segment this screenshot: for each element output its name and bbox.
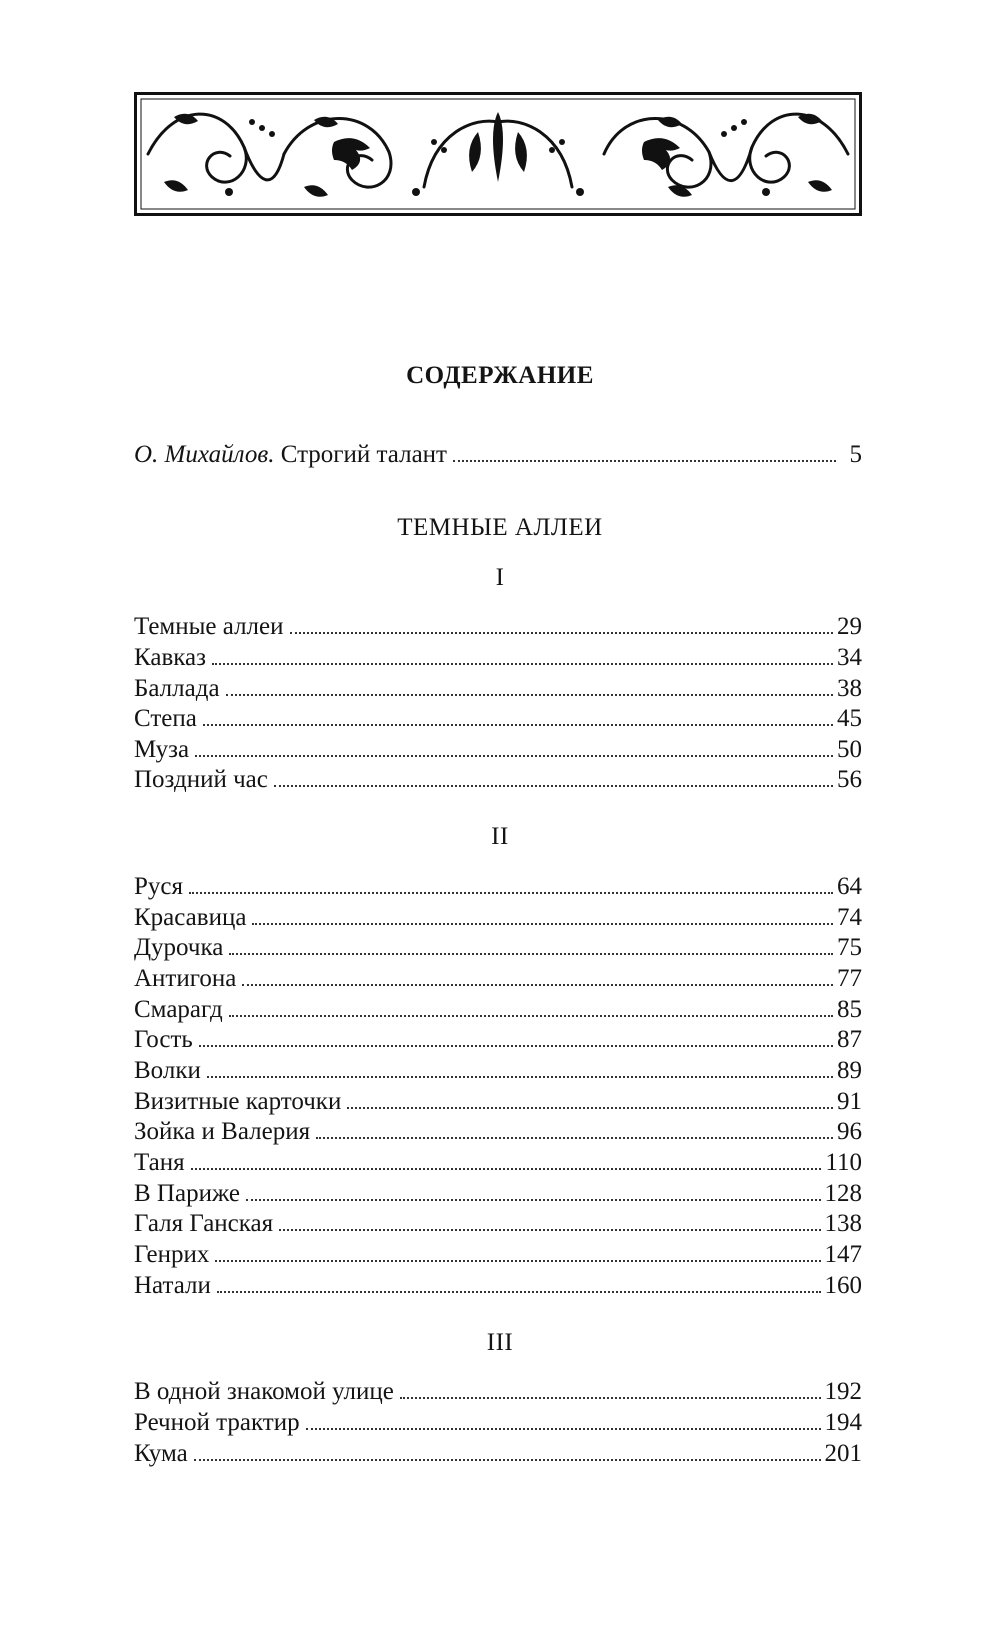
toc-entry-title: Кавказ bbox=[134, 644, 206, 671]
toc-entry[interactable] bbox=[134, 995, 862, 1025]
toc-entry[interactable] bbox=[134, 1209, 862, 1239]
toc-entry[interactable] bbox=[134, 933, 862, 963]
toc-entry[interactable] bbox=[134, 1148, 862, 1178]
toc-entry-page: 87 bbox=[837, 1026, 862, 1053]
toc-entry-page: 192 bbox=[824, 1378, 862, 1405]
dot-leader bbox=[191, 1168, 822, 1170]
toc-entry-page: 91 bbox=[837, 1088, 862, 1115]
dot-leader bbox=[279, 1229, 820, 1231]
toc-entry-title: Генрих bbox=[134, 1241, 210, 1268]
dot-leader bbox=[316, 1137, 833, 1139]
toc-entry[interactable] bbox=[134, 1025, 862, 1055]
ornament-vine-icon bbox=[134, 92, 862, 216]
dot-leader bbox=[290, 632, 834, 634]
toc-entry[interactable] bbox=[134, 1087, 862, 1117]
toc-entry[interactable] bbox=[134, 674, 862, 704]
part-title: ТЕМНЫЕ АЛЛЕИ bbox=[397, 514, 603, 541]
toc-entry-page: 85 bbox=[837, 996, 862, 1023]
toc-entry-title: Таня bbox=[134, 1149, 185, 1176]
section-numeral-3: III bbox=[486, 1329, 514, 1356]
toc-entry[interactable] bbox=[134, 1179, 862, 1209]
dot-leader bbox=[453, 460, 836, 462]
dot-leader bbox=[217, 1291, 821, 1293]
dot-leader bbox=[229, 953, 833, 955]
toc-entry-title: Поздний час bbox=[134, 766, 268, 793]
toc-entry-title: Муза bbox=[134, 736, 190, 763]
toc-entry-title: Руся bbox=[134, 873, 183, 900]
dot-leader bbox=[189, 892, 833, 894]
toc-entry-title: Зойка и Валерия bbox=[134, 1118, 311, 1145]
section-numeral-2: II bbox=[491, 823, 509, 850]
dot-leader bbox=[274, 785, 833, 787]
toc-entry-page: 147 bbox=[824, 1241, 862, 1268]
toc-entry[interactable] bbox=[134, 643, 862, 673]
toc-entry[interactable] bbox=[134, 1271, 862, 1301]
toc-entry-title: Степа bbox=[134, 705, 197, 732]
toc-entry-title: Темные аллеи bbox=[134, 613, 284, 640]
toc-entry-intro[interactable] bbox=[134, 440, 862, 470]
dot-leader bbox=[199, 1045, 833, 1047]
toc-entry-title: Волки bbox=[134, 1057, 201, 1084]
dot-leader bbox=[212, 663, 833, 665]
toc-entry[interactable] bbox=[134, 1056, 862, 1086]
dot-leader bbox=[215, 1260, 820, 1262]
toc-entry-title: Антигона bbox=[134, 965, 237, 992]
dot-leader bbox=[306, 1428, 821, 1430]
toc-entry-title: Галя Ганская bbox=[134, 1210, 274, 1237]
toc-entry[interactable] bbox=[134, 765, 862, 795]
toc-entry-title: В одной знакомой улице bbox=[134, 1378, 394, 1405]
dot-leader bbox=[252, 923, 833, 925]
toc-entry-page: 89 bbox=[837, 1057, 862, 1084]
toc-entry[interactable] bbox=[134, 1117, 862, 1147]
toc-entry-page: 29 bbox=[837, 613, 862, 640]
dot-leader bbox=[195, 755, 833, 757]
dot-leader bbox=[242, 984, 833, 986]
toc-entry-page: 75 bbox=[837, 934, 862, 961]
toc-entry-title: Речной трактир bbox=[134, 1409, 300, 1436]
dot-leader bbox=[246, 1199, 821, 1201]
dot-leader bbox=[203, 724, 833, 726]
toc-entry-title: В Париже bbox=[134, 1180, 240, 1207]
toc-entry[interactable] bbox=[134, 872, 862, 902]
toc-entry-title: Дурочка bbox=[134, 934, 224, 961]
toc-entry[interactable] bbox=[134, 1377, 862, 1407]
toc-entry[interactable] bbox=[134, 1240, 862, 1270]
toc-entry-title: Визитные карточки bbox=[134, 1088, 342, 1115]
toc-entry[interactable] bbox=[134, 964, 862, 994]
toc-entry-title: Баллада bbox=[134, 675, 220, 702]
dot-leader bbox=[347, 1107, 833, 1109]
toc-entry-page: 5 bbox=[849, 441, 862, 468]
toc-entry-title: Натали bbox=[134, 1272, 211, 1299]
toc-entry[interactable] bbox=[134, 903, 862, 933]
section-numeral-1: I bbox=[495, 564, 505, 591]
dot-leader bbox=[226, 694, 833, 696]
toc-entry[interactable] bbox=[134, 612, 862, 642]
toc-entry-author: О. Михайлов. bbox=[134, 441, 275, 468]
toc-entry-title: Красавица bbox=[134, 904, 247, 931]
toc-entry[interactable] bbox=[134, 704, 862, 734]
dot-leader bbox=[207, 1076, 833, 1078]
toc-entry-page: 74 bbox=[837, 904, 862, 931]
ornament-header-banner bbox=[134, 92, 862, 216]
toc-entry[interactable] bbox=[134, 1408, 862, 1438]
toc-entry-page: 77 bbox=[837, 965, 862, 992]
toc-entry-page: 56 bbox=[837, 766, 862, 793]
toc-entry-title: Кума bbox=[134, 1440, 188, 1467]
toc-entry-page: 64 bbox=[837, 873, 862, 900]
toc-entry-page: 50 bbox=[837, 736, 862, 763]
dot-leader bbox=[194, 1459, 821, 1461]
toc-entry-page: 96 bbox=[837, 1118, 862, 1145]
toc-entry-title: Смарагд bbox=[134, 996, 223, 1023]
toc-entry-page: 34 bbox=[837, 644, 862, 671]
dot-leader bbox=[400, 1397, 821, 1399]
toc-entry-page: 194 bbox=[824, 1409, 862, 1436]
toc-entry-page: 45 bbox=[837, 705, 862, 732]
toc-entry-page: 160 bbox=[824, 1272, 862, 1299]
toc-entry[interactable] bbox=[134, 1439, 862, 1469]
toc-entry-title: Гость bbox=[134, 1026, 193, 1053]
dot-leader bbox=[229, 1015, 833, 1017]
toc-entry-label bbox=[134, 440, 453, 470]
toc-entry-page: 201 bbox=[824, 1440, 862, 1467]
toc-entry-page: 138 bbox=[824, 1210, 862, 1237]
toc-entry[interactable] bbox=[134, 735, 862, 765]
page-title: СОДЕРЖАНИЕ bbox=[406, 362, 594, 389]
toc-entry-title: Строгий талант bbox=[280, 441, 447, 468]
toc-entry-page: 128 bbox=[824, 1180, 862, 1207]
toc-entry-page: 38 bbox=[837, 675, 862, 702]
toc-entry-page: 110 bbox=[825, 1149, 862, 1176]
